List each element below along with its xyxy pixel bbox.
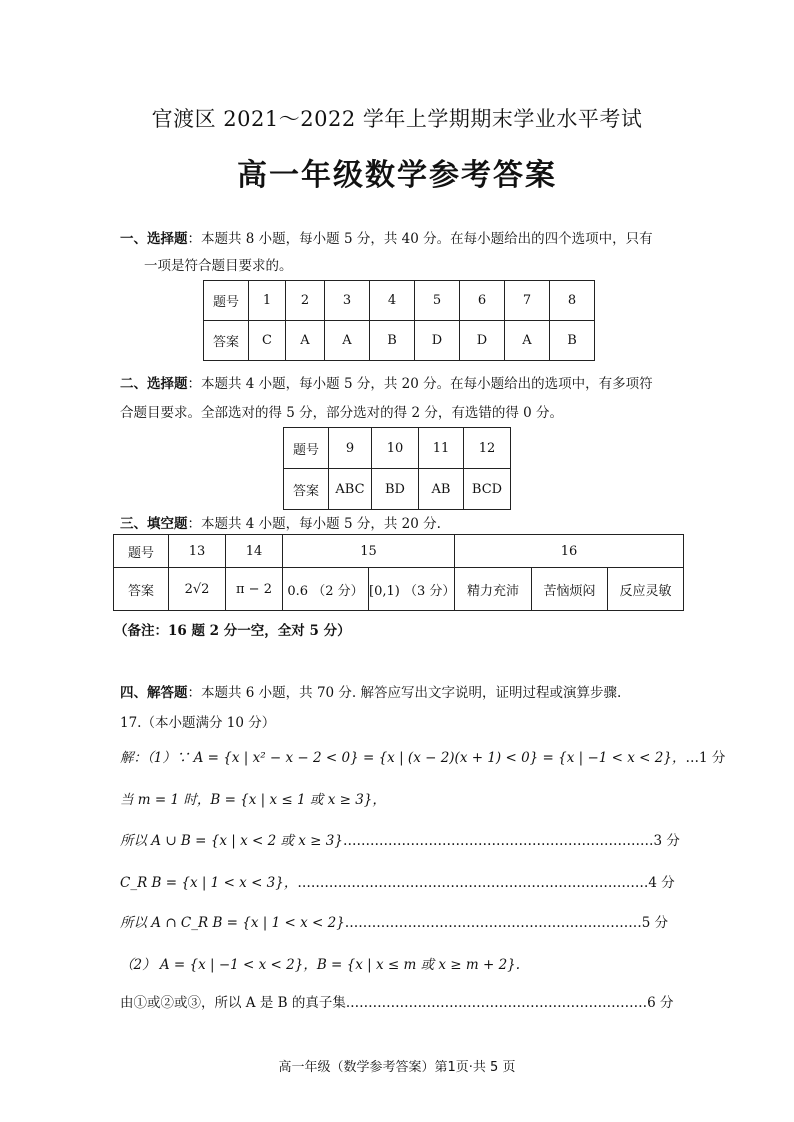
leader-dots: ………………………………………………………… [344,915,642,931]
doc-title: 高一年级数学参考答案 [237,158,557,193]
row-label: 题号 [204,281,249,321]
section4-desc [120,681,621,701]
question-number: 12 [464,428,511,469]
question-number: 6 [460,281,505,321]
step-text: 解：（1）∵ A = {x | x² − x − 2 < 0} = {x | (x − 2)(x + 1) < 0} = {x | −1 < x < 2}， [120,750,686,766]
answer-cell: A [325,321,370,361]
section3-table [113,534,684,611]
answer-cell: B [370,321,415,361]
answer-cell: π − 2 [226,568,283,611]
table-row [284,428,511,469]
table-row [204,281,595,321]
step-score: 1 分 [698,750,726,766]
section1-desc-line1: ：本题共 8 小题，每小题 5 分，共 40 分。在每小题给出的四个选项中，只有 [187,231,653,247]
step-text: 所以 A ∪ B = {x | x < 2 或 x ≥ 3} [120,833,343,849]
table-row [284,469,511,510]
question-number: 14 [226,535,283,568]
question-number: 8 [550,281,595,321]
table-row [114,535,684,568]
exam-title: 官渡区 2021～2022 学年上学期期末学业水平考试 [151,107,643,131]
leader-dots: …………………………………………………………… [342,833,654,849]
step-line [120,829,680,849]
section2-desc-line1: ：本题共 4 小题，每小题 5 分，共 20 分。在每小题给出的选项中，有多项符 [187,376,653,392]
step-text: C_R B = {x | 1 < x < 3}， [120,875,298,891]
step-line [120,953,520,973]
answer-cell: BD [372,469,419,510]
step-text: 由①或②或③，所以 A 是 B 的真子集. [120,995,351,1011]
section1-desc-line2: 一项是符合题目要求的。 [144,258,293,274]
question-number: 10 [372,428,419,469]
page-footer: 高一年级（数学参考答案）第1页·共 5 页 [278,1060,516,1075]
answer-cell: 苦恼烦闷 [532,568,608,611]
step-line [120,871,680,891]
question-number: 1 [249,281,286,321]
question-number: 13 [169,535,226,568]
answer-cell: A [286,321,325,361]
step-line [120,746,726,766]
answer-cell: 0.6 （2 分） [283,568,369,611]
question-number: 15 [283,535,455,568]
row-label: 题号 [114,535,169,568]
section4-desc-text: ：本题共 6 小题，共 70 分. 解答应写出文字说明，证明过程或演算步骤. [187,685,622,701]
answer-cell: 精力充沛 [455,568,532,611]
question-number: 5 [415,281,460,321]
step-text: （2） A = {x | −1 < x < 2}，B = {x | x ≤ m 或 x ≥ m + 2}. [120,957,521,973]
question-number: 16 [455,535,684,568]
section3-desc-text: ：本题共 4 小题，每小题 5 分，共 20 分. [187,516,441,532]
answer-cell: D [415,321,460,361]
question-number: 4 [370,281,415,321]
section2-desc-line2: 合题目要求。全部选对的得 5 分，部分选对的得 2 分，有选错的得 0 分。 [120,405,564,421]
leader-dots: … [685,750,699,766]
answer-cell: ABC [329,469,372,510]
step-text: 当 m = 1 时，B = {x | x ≤ 1 或 x ≥ 3}， [120,792,386,808]
section2-desc [120,372,653,392]
answer-cell: D [460,321,505,361]
step-text: 所以 A ∩ C_R B = {x | 1 < x < 2} [120,915,345,931]
section3-desc [120,512,441,532]
table-row [204,321,595,361]
question-number: 9 [329,428,372,469]
section3-note: （备注：16 题 2 分一空，全对 5 分） [114,623,351,639]
answer-cell: 反应灵敏 [608,568,684,611]
answer-cell: B [550,321,595,361]
step-line [120,911,680,931]
answer-cell: A [505,321,550,361]
answer-cell: [0,1) （3 分） [369,568,455,611]
question-number: 7 [505,281,550,321]
section3-label: 三、填空题 [120,516,188,532]
section1-desc [120,227,653,247]
section1-table [203,280,595,361]
row-label: 答案 [284,469,329,510]
step-line [120,788,386,808]
leader-dots: …………………………………………………………………… [297,875,649,891]
answer-cell: AB [419,469,464,510]
section1-label: 一、选择题 [120,231,188,247]
step-score: 6 分 [647,995,674,1011]
row-label: 答案 [204,321,249,361]
question-number: 11 [419,428,464,469]
q17-title: 17.（本小题满分 10 分） [120,715,276,731]
answer-cell: BCD [464,469,511,510]
step-score: 5 分 [641,915,669,931]
answer-cell: 2√2 [169,568,226,611]
question-number: 2 [286,281,325,321]
section2-table [283,427,511,510]
row-label: 题号 [284,428,329,469]
step-score: 4 分 [648,875,675,891]
section4-label: 四、解答题 [120,685,188,701]
answer-cell: C [249,321,286,361]
table-row [114,568,684,611]
step-line [120,991,680,1011]
section2-label: 二、选择题 [120,376,188,392]
leader-dots: ………………………………………………………… [350,995,648,1011]
row-label: 答案 [114,568,169,611]
step-score: 3 分 [653,833,680,849]
question-number: 3 [325,281,370,321]
